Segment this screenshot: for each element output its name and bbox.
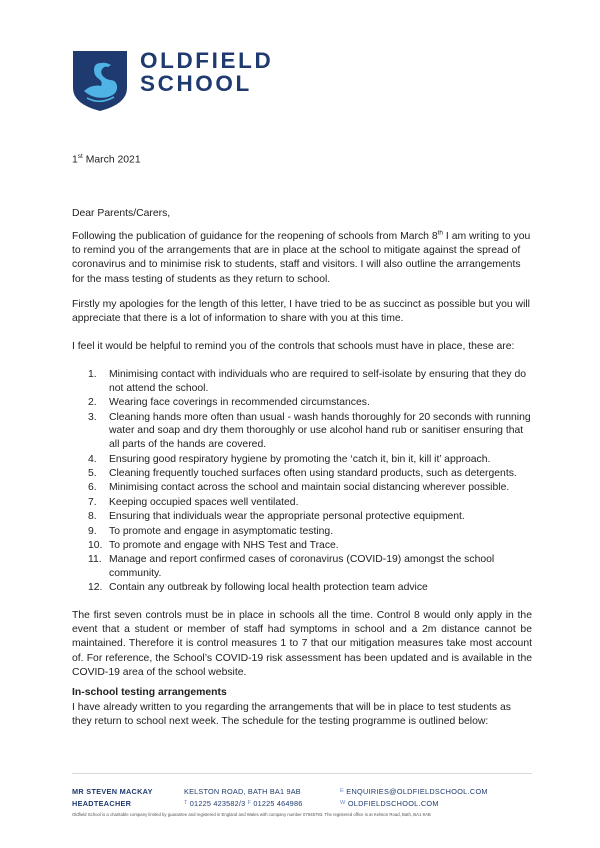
date-suffix: st: [77, 153, 83, 160]
list-item-number: 2.: [88, 397, 97, 409]
contact-numbers: [184, 798, 302, 810]
footer-signatory: [72, 786, 153, 809]
list-item-text: Ensuring that individuals wear the appropriate personal protective equipment.: [109, 511, 465, 523]
controls-intro: I feel it would be helpful to remind you of the controls that schools must have in place, these are:: [72, 341, 515, 352]
controls-summary-paragraph: The first seven controls must be in place in schools all the time. Control 8 would only apply in the event that a student or member of staff had symptoms in school and a 2m distance cannot be maintained. Therefore it is control measures 1 to 7 that our mitigation measures take most account of. For reference, the School’s COVID-19 risk assessment has been updated and is available in the COVID-19 area of the school website.: [72, 610, 532, 678]
list-item: [72, 539, 532, 553]
apology-paragraph: Firstly my apologies for the length of this letter, I have tried to be as succinct as possible but you will appreciate that there is a lot of information to share with you at this time.: [72, 299, 530, 325]
letter-date: [72, 153, 141, 165]
list-item: [72, 553, 532, 581]
list-item-text: To promote and engage with NHS Test and Trace.: [109, 539, 339, 551]
salutation: Dear Parents/Carers,: [72, 208, 171, 219]
headteacher-role: HEADTEACHER: [72, 798, 132, 808]
footer-divider: [72, 773, 532, 774]
fax-label: F: [247, 799, 252, 806]
website-line: [340, 798, 488, 810]
school-address: KELSTON ROAD, BATH BA1 9AB: [184, 787, 301, 796]
legal-notice: Oldfield School is a charitable company limited by guarantee and registered in England and Wales with company number 07945793. The registered office is at Kelston Road, Bath, BA1 9AB: [72, 812, 431, 817]
list-item-number: 9.: [88, 525, 97, 537]
fax-number: 01225 464986: [253, 798, 303, 808]
list-item-number: 10.: [88, 539, 103, 551]
list-item-text: Contain any outbreak by following local health protection team advice: [109, 582, 428, 594]
footer-contacts: [340, 786, 488, 809]
list-item: [72, 368, 532, 396]
swan-crest-icon: [72, 50, 128, 112]
date-day: 1: [72, 154, 78, 166]
list-item-number: 11.: [88, 554, 102, 566]
intro-sup: th: [437, 229, 444, 237]
school-name-line1: OLDFIELD: [140, 48, 274, 73]
list-item: [72, 510, 532, 524]
school-name: [140, 49, 273, 95]
email-label: E: [340, 788, 344, 794]
list-item-text: To promote and engage in asymptomatic testing.: [109, 525, 334, 537]
list-item-number: 8.: [88, 511, 97, 523]
intro-text-a: Following the publication of guidance for the reopening of schools from March 8: [72, 231, 438, 242]
email-link[interactable]: ENQUIRIES@OLDFIELDSCHOOL.COM: [346, 787, 488, 796]
phone-number: 01225 423582/3: [189, 798, 246, 808]
list-item: [72, 411, 532, 452]
list-item-text: Wearing face coverings in recommended circumstances.: [109, 397, 370, 409]
headteacher-name: MR STEVEN MACKAY: [72, 787, 153, 796]
web-label: W: [340, 799, 346, 806]
list-item-number: 4.: [88, 453, 97, 465]
list-item-number: 3.: [88, 411, 97, 423]
email-line: [340, 786, 488, 798]
list-item: [72, 496, 532, 510]
list-item-text: Cleaning frequently touched surfaces often using standard products, such as detergents.: [109, 467, 517, 479]
website-link[interactable]: OLDFIELDSCHOOL.COM: [347, 798, 439, 808]
school-name-line2: SCHOOL: [140, 71, 252, 96]
list-item: [72, 396, 532, 410]
list-item-number: 1.: [88, 369, 97, 380]
list-item: [72, 581, 532, 595]
list-item-text: Cleaning hands more often than usual - wash hands thoroughly for 20 seconds with running water and soap and dry them thoroughly or use alcohol hand rub or sanitiser ensuring that all parts of the hands are covered.: [109, 411, 531, 451]
list-item-text: Manage and report confirmed cases of coronavirus (COVID-19) amongst the school community.: [109, 554, 495, 580]
list-item-number: 7.: [88, 496, 97, 508]
testing-paragraph: I have already written to you regarding the arrangements that will be in place to test students as they return to school next week. The schedule for the testing programme is outlined below:: [72, 702, 511, 728]
testing-heading: In-school testing arrangements: [72, 687, 227, 698]
list-item: [72, 453, 532, 467]
list-item-text: Minimising contact with individuals who are required to self-isolate by ensuring that they do not attend the school.: [109, 369, 526, 394]
list-item-text: Minimising contact across the school and maintain social distancing wherever possible.: [109, 482, 510, 494]
list-item-number: 5.: [88, 467, 97, 479]
list-item-number: 12.: [88, 582, 103, 594]
list-item: [72, 481, 532, 495]
phone-label: T: [184, 799, 188, 806]
intro-paragraph: [72, 230, 532, 287]
list-item-text: Keeping occupied spaces well ventilated.: [109, 496, 299, 508]
intro-text-b: I am writing to you to remind you of the arrangements that are in place at the school to mitigate against the spread of coronavirus and to minimise risk to students, staff and visitors. I will also outline the arrangements for the mass testing of students as they return to school.: [72, 231, 531, 285]
date-rest: March 2021: [82, 154, 141, 166]
list-item: [72, 467, 532, 481]
controls-list: [72, 368, 532, 596]
list-item: [72, 525, 532, 539]
list-item-number: 6.: [88, 482, 97, 494]
footer-address: [184, 786, 302, 809]
list-item-text: Ensuring good respiratory hygiene by promoting the ‘catch it, bin it, kill it’ approach.: [109, 453, 491, 465]
